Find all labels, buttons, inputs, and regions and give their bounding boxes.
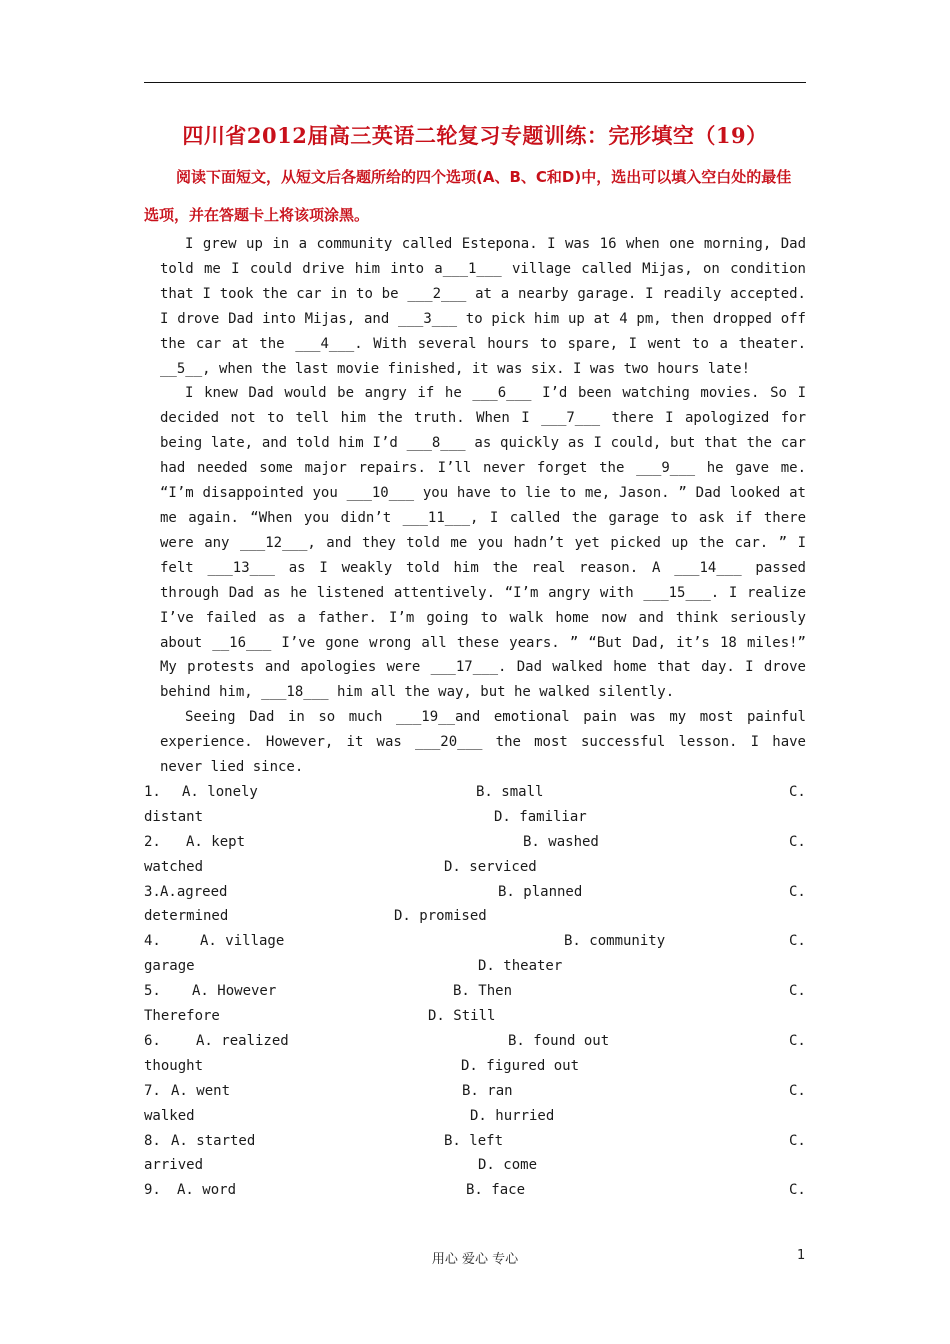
option-a: A.agreed <box>160 883 228 900</box>
option-c-label: C. <box>789 833 806 850</box>
question-options <box>144 979 806 1029</box>
option-c-label: C. <box>789 1032 806 1049</box>
answer-options <box>144 780 806 1228</box>
instructions: 阅读下面短文，从短文后各题所给的四个选项(A、B、C和D)中，选出可以填入空白处的最佳选项，并在答题卡上将该项涂黑。 <box>144 168 792 224</box>
question-number: 1. <box>144 784 161 800</box>
option-b: B. Then <box>453 983 513 1000</box>
question-options <box>144 780 806 830</box>
option-c: watched <box>144 858 204 875</box>
option-c: determined <box>144 908 229 925</box>
paragraph: I grew up in a community called Estepona. I was 16 when one morning, Dad told me I could drive him into a___1___ village called Mijas, on condition that I took the car in to be ___2___ at a nearby garage. I readily accepted. I drove Dad into Mijas, and ___3___ to pick him up at 4 pm, then dropped off the car at the ___4___. With several hours to spare, I went to a theater. __5__, when the last movie finished, it was six. I was two hours late! <box>160 236 806 377</box>
question-number: 8. <box>144 1132 161 1149</box>
option-b: B. planned <box>498 883 583 900</box>
paragraph: Seeing Dad in so much ___19__and emotional pain was my most painful experience. However, it was ___20___ the most successful lesson. I have never lied since. <box>160 709 806 776</box>
option-c: Therefore <box>144 1008 220 1025</box>
option-d: D. theater <box>478 958 563 975</box>
option-a: A. kept <box>186 833 246 850</box>
question-options <box>144 1178 806 1228</box>
option-c-label: C. <box>789 933 806 950</box>
option-d: D. figured out <box>461 1057 580 1074</box>
option-d: D. serviced <box>444 858 537 875</box>
question-options <box>144 1129 806 1179</box>
option-c-label: C. <box>789 1132 806 1149</box>
page-number: 1 <box>797 1248 806 1263</box>
question-number: 5. <box>144 983 161 1000</box>
option-c-label: C. <box>789 784 806 800</box>
option-c: arrived <box>144 1157 204 1174</box>
option-d: D. Still <box>428 1008 496 1025</box>
option-c: distant <box>144 808 204 825</box>
passage <box>160 232 806 780</box>
question-number: 9. <box>144 1182 161 1199</box>
option-c-label: C. <box>789 883 806 900</box>
option-a: A. village <box>200 933 285 950</box>
question-options <box>144 830 806 880</box>
option-d: D. come <box>478 1157 538 1174</box>
option-c-label: C. <box>789 983 806 1000</box>
question-options <box>144 1079 806 1129</box>
option-d: D. promised <box>394 908 487 925</box>
option-c: thought <box>144 1057 204 1074</box>
option-d: D. hurried <box>470 1107 555 1124</box>
option-a: A. word <box>177 1182 237 1199</box>
paragraph: I knew Dad would be angry if he ___6___ I’d been watching movies. So I decided not to tell him the truth. When I ___7___ there I apologized for being late, and told him I’d ___8___ as quickly as I could, but that the car had needed some major repairs. I’ll never forget the ___9___ he gave me. “I’m disappointed you ___10___ you have to lie to me, Jason. ” Dad looked at me again. “When you didn’t ___11___, I called the garage to ask if there were any ___12___, and they told me you hadn’t yet picked up the car. ” I felt ___13___ as I weakly told him the real reason. A ___14___ passed through Dad as he listened attentively. “I’m angry with ___15___. I realize I’ve failed as a father. I’m going to walk home now and think seriously about __16___ I’ve gone wrong all these years. ” “But Dad, it’s 18 miles!” My protests and apologies were ___17___. Dad walked home that day. I drove behind him, ___18___ him all the way, but he walked silently. <box>160 385 806 701</box>
page-title: 四川省2012届高三英语二轮复习专题训练：完形填空（19） <box>182 123 768 148</box>
option-a: A. However <box>192 983 277 1000</box>
option-c: walked <box>144 1107 195 1124</box>
option-a: A. lonely <box>182 784 258 800</box>
question-options <box>144 1029 806 1079</box>
option-c-label: C. <box>789 1182 806 1199</box>
option-a: A. went <box>171 1082 231 1099</box>
question-number: 3. <box>144 883 161 900</box>
option-c: garage <box>144 958 195 975</box>
question-options <box>144 880 806 930</box>
question-number: 6. <box>144 1032 161 1049</box>
option-b: B. small <box>476 784 544 800</box>
option-d: D. familiar <box>494 808 587 825</box>
page-footer: 用心 爱心 专心 <box>431 1252 519 1267</box>
header-rule <box>144 82 806 83</box>
option-a: A. started <box>171 1132 256 1149</box>
option-b: B. left <box>444 1132 504 1149</box>
option-b: B. community <box>564 933 666 950</box>
question-number: 7. <box>144 1082 161 1099</box>
question-options <box>144 929 806 979</box>
option-b: B. ran <box>462 1082 513 1099</box>
option-b: B. washed <box>523 833 599 850</box>
option-b: B. face <box>466 1182 526 1199</box>
option-c-label: C. <box>789 1082 806 1099</box>
option-b: B. found out <box>508 1032 610 1049</box>
option-a: A. realized <box>196 1032 289 1049</box>
question-number: 2. <box>144 833 161 850</box>
question-number: 4. <box>144 933 161 950</box>
